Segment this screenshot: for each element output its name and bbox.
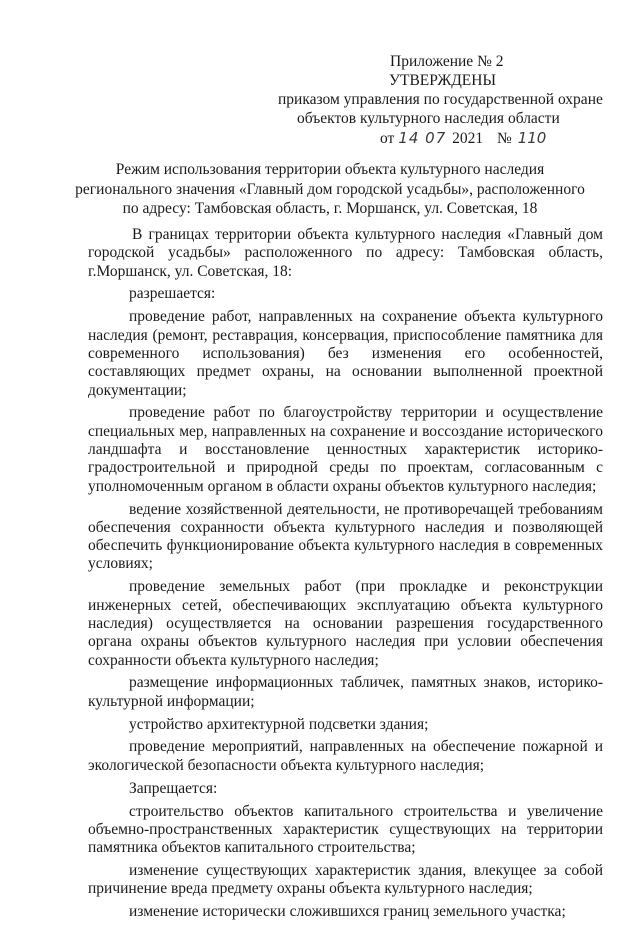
- order-line: [380, 129, 546, 148]
- title-line-2: регионального значения «Главный дом городской усадьбы», расположенного: [75, 180, 585, 198]
- title-line-3: по адресу: Тамбовская область, г. Моршанск, ул. Советская, 18: [122, 200, 538, 217]
- handwritten-number: 110: [517, 129, 547, 147]
- forbidden-item: строительство объектов капитального строительства и увеличение объемно-пространственных характеристик существующих на территории памятника объектов капитального строительства;: [88, 802, 603, 857]
- allowed-item: устройство архитектурной подсветки здания;: [129, 715, 429, 733]
- approved-label: УТВЕРЖДЕНЫ: [389, 72, 496, 89]
- allowed-item: проведение земельных работ (при прокладке и реконструкции инженерных сетей, обеспечивающих эксплуатацию объекта культурного наследия) осуществляется на основании разрешения государственного органа охраны объектов культурного наследия при условии обеспечения сохранности объекта культурного наследия;: [88, 578, 603, 669]
- appendix-label: Приложение № 2: [390, 53, 504, 70]
- handwritten-date: 14 07: [398, 129, 447, 147]
- document-body: [88, 226, 603, 926]
- allowed-item: проведение мероприятий, направленных на обеспечение пожарной и экологической безопасности объекта культурного наследия;: [88, 738, 603, 774]
- allowed-heading: разрешается:: [129, 285, 216, 303]
- allowed-item: проведение работ, направленных на сохранение объекта культурного наследия (ремонт, реставрация, консервация, приспособление памятника для современного использования) без изменения его особенностей, составляющих предмет охраны, на основании выполненной проектной документации;: [88, 308, 603, 399]
- approval-line-2: объектов культурного наследия области: [297, 110, 560, 127]
- forbidden-item: изменение исторически сложившихся границ земельного участка;: [129, 903, 566, 921]
- forbidden-item: изменение существующих характеристик здания, влекущее за собой причинение вреда предмету охраны объекта культурного наследия;: [88, 862, 603, 898]
- order-number-prefix: №: [497, 130, 512, 147]
- document-title: [60, 160, 600, 219]
- allowed-item: размещение информационных табличек, памятных знаков, историко-культурной информации;: [88, 674, 603, 710]
- title-line-1: Режим использования территории объекта культурного наследия: [115, 161, 545, 178]
- order-year: 2021: [452, 130, 484, 147]
- allowed-item: проведение работ по благоустройству территории и осуществление специальных мер, направленных на сохранение и воссоздание исторического ландшафта и восстановление ценностных характеристик историко-градостроительной и природной среды по проектам, согласованным с уполномоченным органом в области охраны объектов культурного наследия;: [88, 404, 603, 495]
- order-prefix: от: [380, 130, 395, 147]
- forbidden-heading: Запрещается:: [129, 779, 218, 797]
- approval-line-1: приказом управления по государственной охране: [278, 91, 603, 108]
- allowed-item: ведение хозяйственной деятельности, не противоречащей требованиям обеспечения сохранности объекта культурного наследия и позволяющей обеспечить функционирование объекта культурного наследия в современных условиях;: [88, 500, 603, 573]
- intro-paragraph: В границах территории объекта культурного наследия «Главный дом городской усадьбы» расположенного по адресу: Тамбовская область, г.Моршанск, ул. Советская, 18:: [88, 226, 603, 280]
